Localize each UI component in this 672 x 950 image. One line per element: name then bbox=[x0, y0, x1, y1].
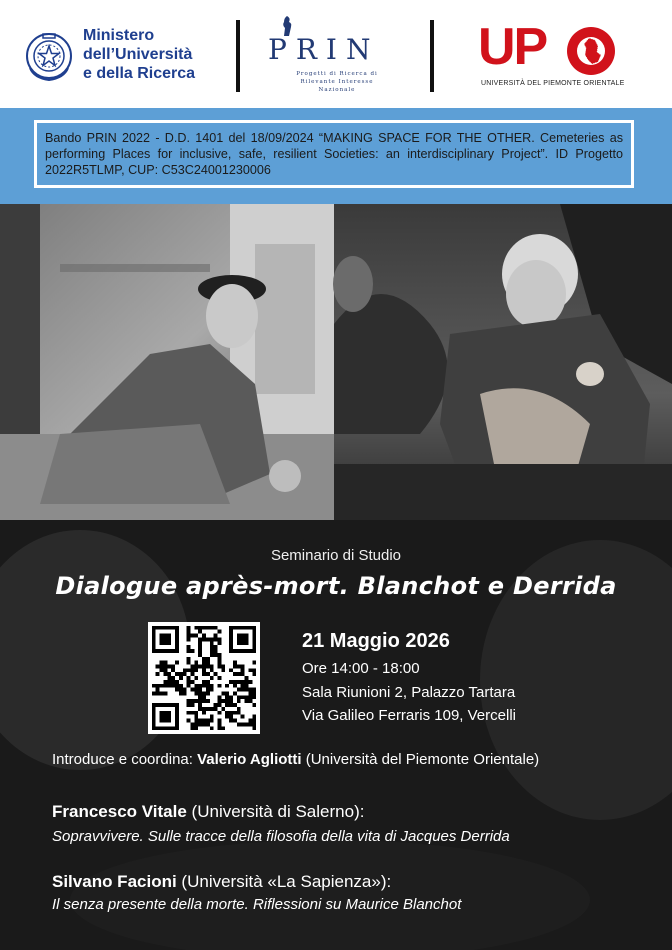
moderator bbox=[52, 751, 539, 768]
prin-logo-text: PRIN bbox=[268, 33, 380, 66]
prin-subtitle-line-1: Progetti di Ricerca di bbox=[296, 71, 378, 77]
qr-code-icon[interactable] bbox=[146, 622, 262, 734]
event-type: Seminario di Studio bbox=[270, 547, 402, 564]
speaker-2 bbox=[52, 872, 391, 892]
speaker-affiliation: (Università di Salerno): bbox=[186, 802, 365, 821]
upo-subtitle: UNIVERSITÀ DEL PIEMONTE ORIENTALE bbox=[481, 80, 625, 87]
ministry-line-1: Ministero bbox=[83, 27, 155, 44]
talk-title: Sopravvivere. Sulle tracce della filosofia della vita di Jacques Derrida bbox=[52, 828, 510, 845]
moderator-affiliation: (Università del Piemonte Orientale) bbox=[301, 751, 540, 768]
moderator-name: Valerio Agliotti bbox=[197, 751, 302, 768]
prin-subtitle bbox=[272, 70, 402, 94]
ministry-line-2: dell’Università bbox=[83, 46, 193, 63]
grant-text: Bando PRIN 2022 - D.D. 1401 del 18/09/2024 “MAKING SPACE FOR THE OTHER. Cemeteries as performing Places for inclusive, safe, resilient Societies: an interdisciplinary Project”. ID Progetto 2022R5TLMP, CUP: C53C24001230006 bbox=[34, 120, 634, 188]
logo-header bbox=[0, 0, 672, 108]
speaker-name: Silvano Facioni bbox=[52, 872, 177, 891]
moderator-label: Introduce e coordina: bbox=[52, 751, 198, 768]
event-date: 21 Maggio 2026 bbox=[302, 630, 450, 652]
separator-1 bbox=[236, 20, 240, 92]
ministry-name bbox=[83, 26, 233, 83]
blanchot-derrida-photo bbox=[0, 204, 672, 520]
talk-title: Il senza presente della morte. Riflessioni su Maurice Blanchot bbox=[52, 896, 462, 913]
upo-logo-text: UP bbox=[478, 18, 547, 76]
grant-band bbox=[0, 108, 672, 204]
event-section bbox=[0, 520, 672, 950]
speaker-1 bbox=[52, 802, 364, 822]
italy-emblem-icon bbox=[24, 28, 74, 82]
event-address: Via Galileo Ferraris 109, Vercelli bbox=[302, 707, 516, 724]
event-room: Sala Riunioni 2, Palazzo Tartara bbox=[302, 684, 516, 701]
piedmont-map-icon bbox=[566, 26, 616, 76]
ministry-line-3: e della Ricerca bbox=[83, 65, 196, 82]
speaker-affiliation: (Università «La Sapienza»): bbox=[176, 872, 392, 891]
event-title: Dialogue après-mort. Blanchot e Derrida bbox=[55, 572, 617, 600]
separator-2 bbox=[430, 20, 434, 92]
event-time: Ore 14:00 - 18:00 bbox=[302, 660, 420, 677]
prin-subtitle-line-2: Rilevante Interesse bbox=[300, 79, 374, 85]
speaker-name: Francesco Vitale bbox=[52, 802, 187, 821]
prin-subtitle-line-3: Nazionale bbox=[318, 87, 356, 93]
